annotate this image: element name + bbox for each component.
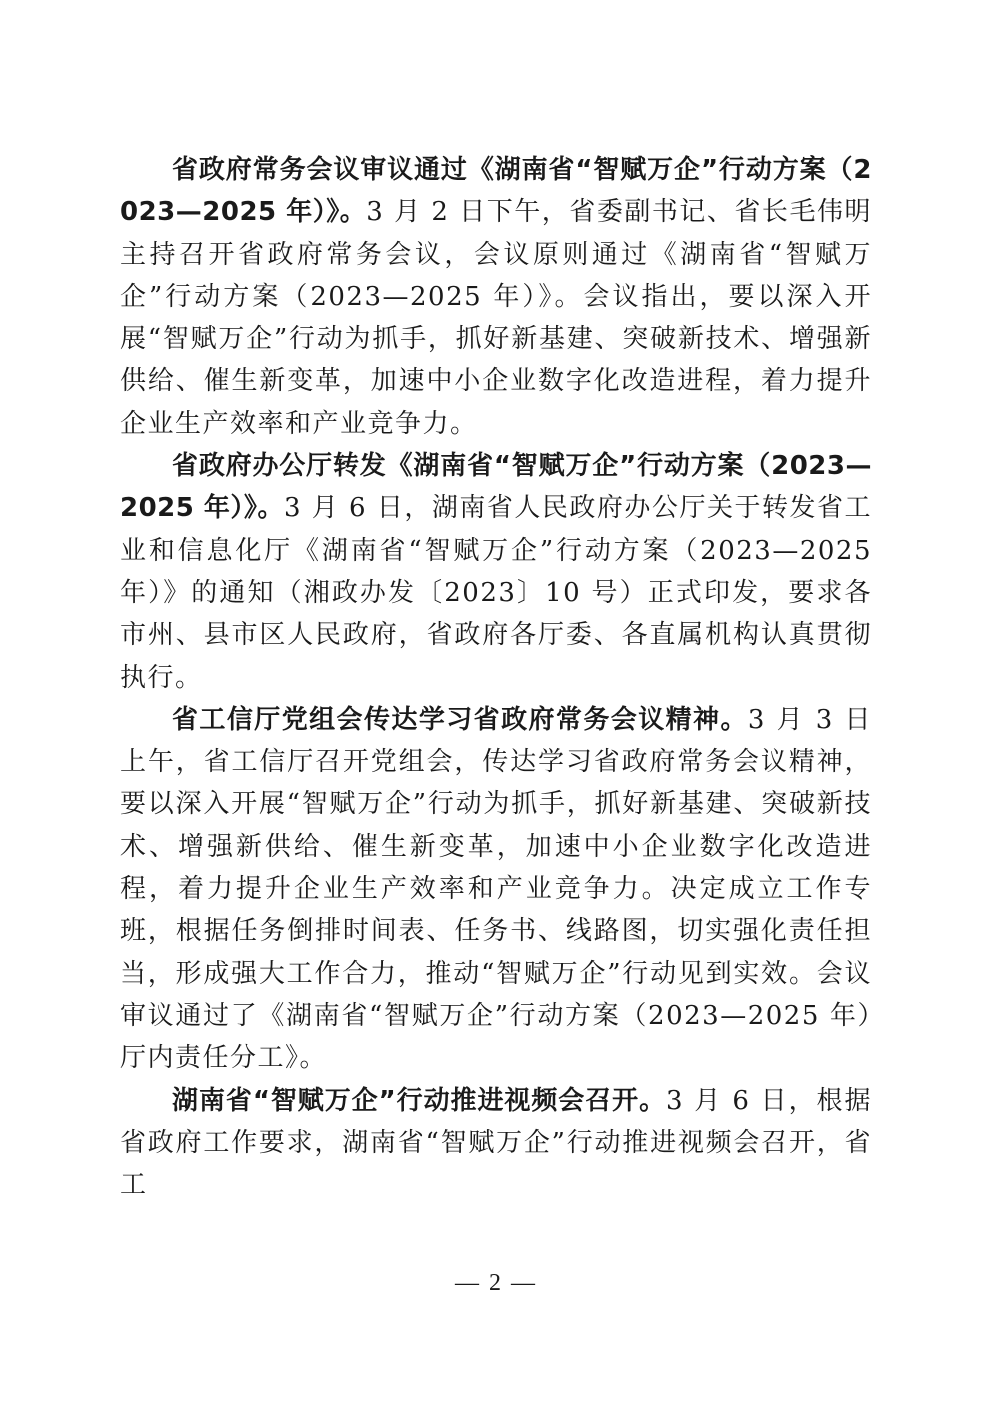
paragraph-heading: 省工信厅党组会传达学习省政府常务会议精神。 bbox=[172, 704, 748, 735]
paragraph-text: 3 月 2 日下午，省委副书记、省长毛伟明主持召开省政府常务会议，会议原则通过《湖南省“智赋万企”行动方案（2023—2025 年）》。会议指出，要以深入开展“智赋万企”行动为抓手，抓好新基建、突破新技术、增强新供给、催生新变革，加速中小企业数字化改造进程，着力提升企业生产效率和产业竞争力。 bbox=[120, 197, 872, 439]
page-number: — 2 — bbox=[455, 1270, 537, 1296]
paragraph-text: 3 月 6 日，湖南省人民政府办公厅关于转发省工业和信息化厅《湖南省“智赋万企”行动方案（2023—2025 年）》的通知（湘政办发〔2023〕10 号）正式印发，要求各市州、县市区人民政府，省政府各厅委、各直属机构认真贯彻执行。 bbox=[120, 493, 872, 693]
news-paragraph-1 bbox=[120, 149, 872, 445]
paragraph-text: 3 月 3 日上午，省工信厅召开党组会，传达学习省政府常务会议精神，要以深入开展“智赋万企”行动为抓手，抓好新基建、突破新技术、增强新供给、催生新变革，加速中小企业数字化改造进程，着力提升企业生产效率和产业竞争力。决定成立工作专班，根据任务倒排时间表、任务书、线路图，切实强化责任担当，形成强大工作合力，推动“智赋万企”行动见到实效。会议审议通过了《湖南省“智赋万企”行动方案（2023—2025 年）厅内责任分工》。 bbox=[120, 704, 872, 1074]
news-paragraph-4 bbox=[120, 1080, 872, 1207]
news-paragraph-3 bbox=[120, 699, 872, 1080]
paragraph-heading: 湖南省“智赋万企”行动推进视频会召开。 bbox=[172, 1085, 667, 1116]
paragraph-text: 3 月 6 日，根据省政府工作要求，湖南省“智赋万企”行动推进视频会召开，省工 bbox=[120, 1085, 872, 1201]
paragraph-heading: 省政府常务会议审议通过《湖南省“智赋万企”行动方案（2023—2025 年）》。 bbox=[120, 155, 872, 228]
document-body bbox=[120, 149, 872, 1206]
news-paragraph-2 bbox=[120, 445, 872, 699]
paragraph-heading: 省政府办公厅转发《湖南省“智赋万企”行动方案（2023—2025 年）》。 bbox=[120, 451, 872, 524]
